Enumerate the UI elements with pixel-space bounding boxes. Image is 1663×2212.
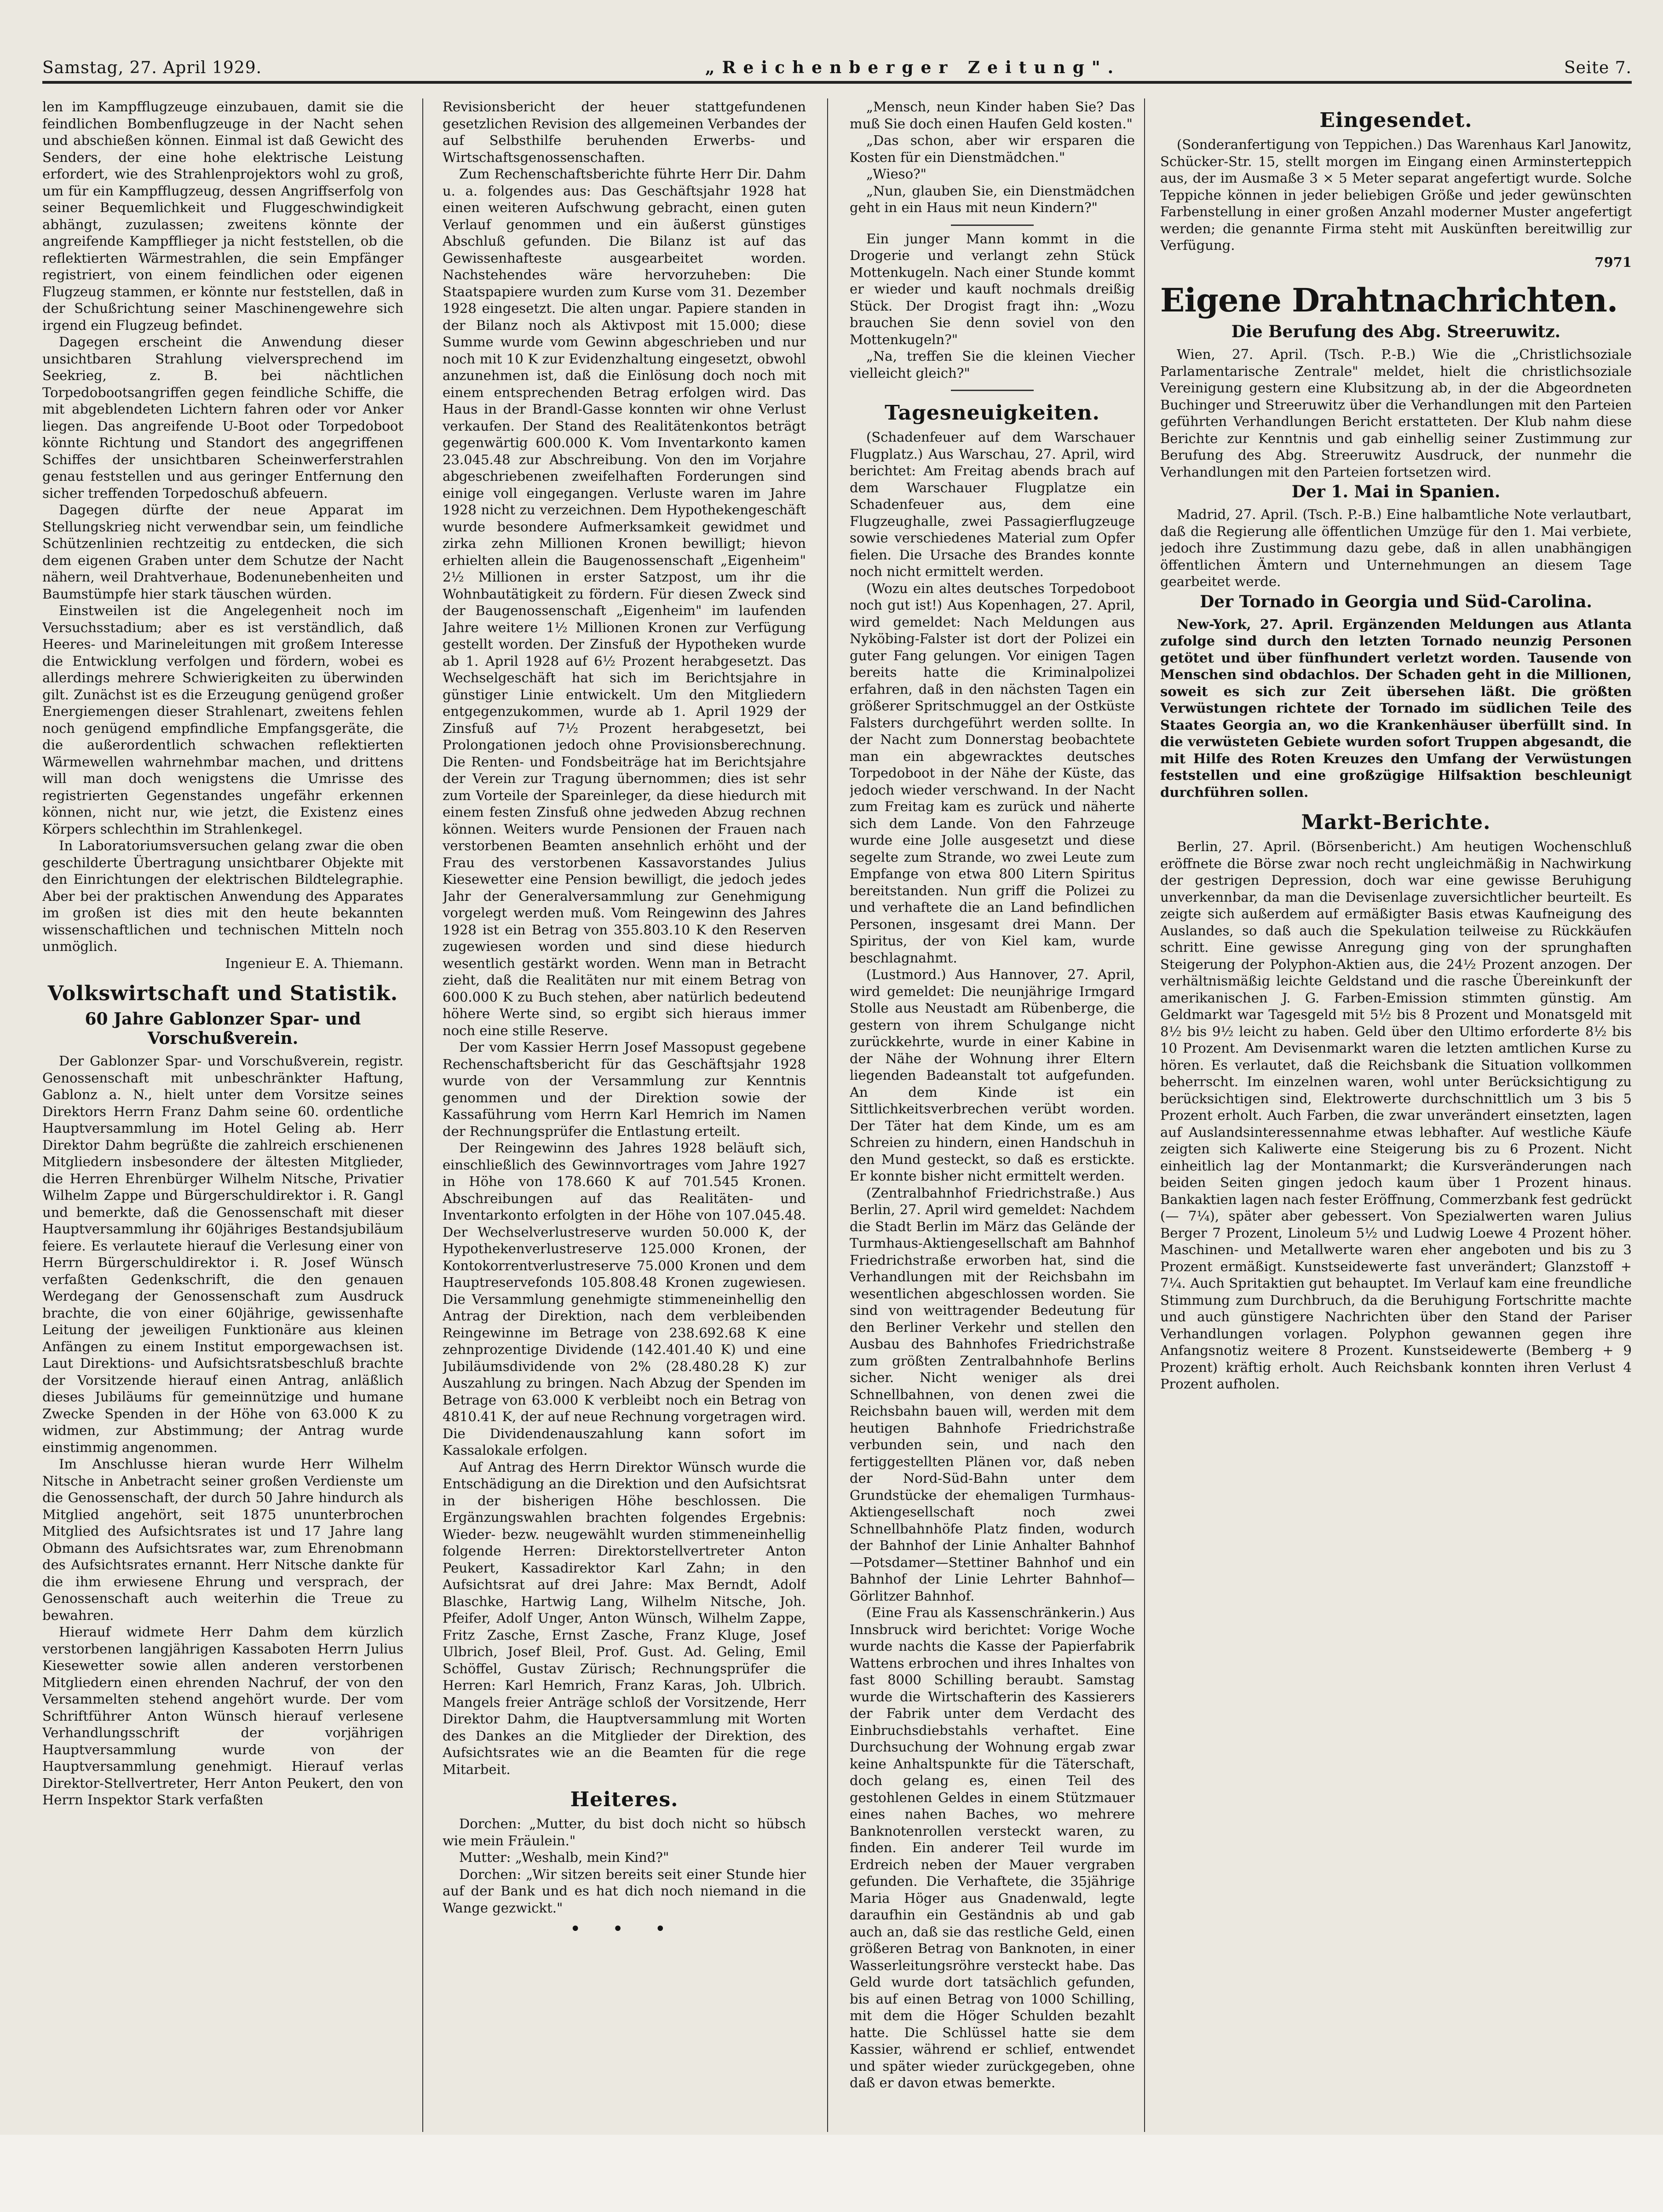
paragraph: In Laboratoriumsversuchen gelang zwar die oben geschilderte Übertragung unsichtbarer Objekte mit den Einrichtungen der elektrischen Bildtelegraphie. Aber bei der praktischen Anwendung des Apparates im großen ist dies mit den heute bekannten wissenschaftlichen und technischen Mitteln noch unmöglich.	[42, 838, 403, 954]
paragraph: Im Anschlusse hieran wurde Herr Wilhelm Nitsche in Anbetracht seiner großen Verdienste um die Genossenschaft, der durch 50 Jahre hindurch als Mitglied angehört, seit 1875 ununterbrochen Mitglied des Aufsichtsrates ist und 17 Jahre lang Obmann des Aufsichtsrates war, zum Ehrenobmann des Aufsichtsrates ernannt. Herr Nitsche dankte für die ihm erwiesene Ehrung und versprach, der Genossenschaft auch weiterhin die Treue zu bewahren.	[42, 1456, 403, 1623]
news-item: (Schadenfeuer auf dem Warschauer Flugplatz.) Aus Warschau, 27. April, wird berichtet: Am Freitag abends brach auf dem Warschauer Flugplatze ein Schadenfeuer aus, dem eine Flugzeughalle, zwei Passagierflugzeuge sowie verschiedenes Material zum Opfer fielen. Die Ursache des Brandes konnte noch nicht ermittelt werden.	[850, 429, 1135, 579]
article-title: Der Tornado in Georgia und Süd-Carolina.	[1200, 592, 1592, 611]
news-item: (Wozu ein altes deutsches Torpedoboot noch gut ist!) Aus Kopenhagen, 27. April, wird gemeldet: Nach Meldungen aus Nyköbing-Falster ist dort der Polizei ein guter Fang gelungen. Vor einigen Tagen bereits hatte die Kriminalpolizei erfahren, daß in den nächsten Tagen ein größerer Spritschmuggel an der Ostküste Falsters durchgeführt werden sollte. In der Nacht zum Donnerstag beobachtete man ein abgewracktes deutsches Torpedoboot in der Nähe der Küste, das jedoch wieder verschwand. In der Nacht zum Freitag kam es zurück und näherte sich dem Lande. Von den Fahrzeuge wurde eine Jolle ausgesetzt und diese segelte zum Strande, wo zwei Leute zum Empfange von etwa 800 Litern Spiritus bereitstanden. Nun griff die Polizei zu und verhaftete die an Land befindlichen Personen, insgesamt drei Mann. Der Spiritus, der von Kiel kam, wurde beschlagnahmt.	[850, 580, 1135, 966]
paragraph: Zum Rechenschaftsberichte führte Herr Dir. Dahm u. a. folgendes aus: Das Geschäftsjahr 1928 hat einen weiteren Aufschwung gebracht, einen guten Verlauf genommen und ein äußerst günstiges Abschluß gefunden. Die Bilanz ist auf das Gewissenhafteste ausgearbeitet worden. Nachstehendes wäre hervorzuheben: Die Staatspapiere wurden zum Kurse vom 31. Dezember 1928 eingesetzt. Die alten ungar. Papiere standen in der Bilanz noch als Aktivpost mit 15.000; diese Summe wurde vom Gewinn abgeschrieben und nur noch mit 10 K zur Evidenzhaltung eingesetzt, obwohl anzunehmen ist, daß die Einlösung doch noch mit einem entsprechenden Betrag erfolgen wird. Das Haus in der Brandl-Gasse konnten wir ohne Verlust verkaufen. Der Stand des Realitätenkontos beträgt gegenwärtig 600.000 K. Vom Inventarkonto kamen 23.045.48 zur Abschreibung. Von den im Vorjahre abgeschriebenen zweifelhaften Forderungen sind einige voll eingegangen. Verluste waren im Jahre 1928 nicht zu verzeichnen. Dem Hypothekengeschäft wurde besondere Aufmerksamkeit gewidmet und zirka zehn Millionen Kronen bewilligt; hievon erhielten allein die Baugenossenschaft „Eigenheim" 2½ Millionen in erster Satzpost, um ihr die Wohnbautätigkeit zu fördern. Für diesen Zweck sind der Baugenossenschaft „Eigenheim" im laufenden Jahre weitere 1½ Millionen Kronen zur Verfügung gestellt worden. Der Zinsfuß der Hypotheken wurde ab 1. April 1928 auf 6½ Prozent herabgesetzt. Das Wechselgeschäft hat sich im Berichtsjahre in günstiger Linie entwickelt. Um den Mitgliedern entgegenzukommen, wurde ab 1. April 1929 der Zinsfuß auf 7½ Prozent herabgesetzt, bei Prolongationen jedoch ohne Provisionsberechnung. Die Renten- und Fondsbeiträge hat im Berichtsjahre der Verein zur Tragung übernommen; dies ist sehr zum Vorteile der Spareinleger, da diese hiedurch mit einem festen Zinsfuß ohne jedweden Abzug rechnen können. Weiters wurde Pensionen der Frauen nach verstorbenen Beamten ansehnlich erhöht und der Frau des verstorbenen Kassavorstandes Julius Kiesewetter eine Pension bewilligt, die jedoch jedes Jahr der Generalversammlung zur Genehmigung vorgelegt werden muß. Vom Reingewinn des Jahres 1928 ist ein Betrag von 355.803.10 K den Reserven zugewiesen worden und sind diese hiedurch wesentlich gestärkt worden. Wenn man in Betracht zieht, daß die Realitäten nur mit einem Betrag von 600.000 K zu Buch stehen, aber natürlich bedeutend höhere Werte sind, so ergibt sich hieraus immer noch eine stille Reserve.	[443, 166, 806, 1038]
divider	[951, 225, 1034, 226]
paragraph: Dagegen erscheint die Anwendung dieser unsichtbaren Strahlung vielversprechend im Seekrieg, z. B. bei nächtlichen Torpedobootsangriffen gegen feindliche Schiffe, die mit abgeblendeten Lichtern fahren oder vor Anker liegen. Das angreifende U-Boot oder Torpedoboot könnte Richtung und Standort des angegriffenen Schiffes der unsichtbaren Scheinwerferstrahlen genau feststellen und aus geringer Entfernung den sicher treffenden Torpedoschuß abfeuern.	[42, 334, 403, 501]
news-item: (Lustmord.) Aus Hannover, 27. April, wird gemeldet: Die neunjährige Irmgard Stolle aus Neustadt am Rübenberge, die gestern von ihrem Schulgange nicht zurückkehrte, wurde in einer Kabine in der Nähe der Wohnung ihrer Eltern liegenden Badeanstalt tot aufgefunden. An dem Kinde ist ein Sittlichkeitsverbrechen verübt worden. Der Täter hat dem Kinde, um es am Schreien zu hindern, einen Handschuh in den Mund gesteckt, so daß es erstickte. Er konnte bisher nicht ermittelt werden.	[850, 967, 1135, 1184]
column-rule	[1144, 98, 1145, 2132]
article-title: Der 1. Mai in Spanien.	[1291, 482, 1501, 501]
article-title: Die Berufung des Abg. Streeruwitz.	[1231, 322, 1561, 341]
paragraph: Auf Antrag des Herrn Direktor Wünsch wurde die Entschädigung an die Direktion und den Aufsichtsrat in der bisherigen Höhe beschlossen. Die Ergänzungswahlen brachten folgendes Ergebnis: Wieder- bezw. neugewählt wurden stimmeneinhellig folgende Herren: Direktorstellvertreter Anton Peukert, Kassadirektor Karl Zahn; in den Aufsichtsrat auf drei Jahre: Max Berndt, Adolf Blaschke, Hartwig Lang, Wilhelm Nitsche, Joh. Pfeifer, Adolf Unger, Anton Wünsch, Wilhelm Zappe, Fritz Zasche, Ernst Zasche, Franz Kluge, Josef Ulbrich, Josef Bleil, Prof. Gust. Ad. Geling, Emil Schöffel, Gustav Zürisch; Rechnungsprüfer die Herren: Karl Hemrich, Franz Karas, Joh. Ulbrich. Mangels freier Anträge schloß der Vorsitzende, Herr Direktor Dahm, die Hauptversammlung mit Worten des Dankes an die Mitglieder der Direktion, des Aufsichtsrates wie an die Beamten für die rege Mitarbeit.	[443, 1459, 806, 1777]
masthead	[42, 54, 1632, 84]
joke-line: Dorchen: „Mutter, du bist doch nicht so hübsch wie mein Fräulein."	[443, 1816, 806, 1849]
column-3	[850, 98, 1135, 2132]
divider	[951, 390, 1034, 391]
paragraph: Revisionsbericht der heuer stattgefundenen gesetzlichen Revision des allgemeinen Verbandes der auf Selbsthilfe beruhenden Erwerbs- und Wirtschaftsgenossenschaften.	[443, 99, 806, 165]
joke-line: „Na, treffen Sie die kleinen Viecher vielleicht gleich?"	[850, 348, 1135, 381]
advertisement-text: (Sonderanfertigung von Teppichen.) Das Warenhaus Karl Janowitz, Schücker-Str. 15, stellt morgen im Eingang einen Arminsterteppich aus, der im Ausmaße 3 × 5 Meter separat angefertigt wurde. Solche Teppiche können in jeder beliebigen Größe und jeder gewünschten Farbenstellung in einer großen Anzahl moderner Muster angefertigt werden; die genannte Firma steht mit Auskünften bereitwillig zur Verfügung.	[1160, 137, 1632, 253]
masthead-page-number: Seite 7.	[1564, 58, 1632, 77]
news-item: Madrid, 27. April. (Tsch. P.-B.) Eine halbamtliche Note verlautbart, daß die Regierung alle öffentlichen Umzüge für den 1. Mai verbiete, jedoch ihre Zustimmung dazu gebe, daß in allen unabhängigen öffentlichen Ämtern und Unternehmungen an diesem Tage gearbeitet werde.	[1160, 507, 1632, 589]
paragraph: Hierauf widmete Herr Dahm dem kürzlich verstorbenen langjährigen Kassaboten Herrn Julius Kiesewetter sowie allen anderen verstorbenen Mitgliedern einen ehrenden Nachruf, der von den Versammelten stehend angehört wurde. Der vom Schriftführer Anton Wünsch hierauf verlesene Verhandlungsschrift der vorjährigen Hauptversammlung wurde von der Hauptversammlung genehmigt. Hierauf verlas Direktor-Stellvertreter, Herr Anton Peukert, den von Herrn Inspektor Stark verfaßten	[42, 1624, 403, 1808]
joke-line: „Wieso?"	[866, 166, 926, 182]
joke-line: Dorchen: „Wir sitzen bereits seit einer Stunde hier auf der Bank und es hat dich noch niemand in die Wange gezwickt."	[443, 1866, 806, 1916]
paragraph: Der Gablonzer Spar- und Vorschußverein, registr. Genossenschaft mit unbeschränkter Haftung, Gablonz a. N., hielt unter dem Vorsitze seines Direktors Herrn Franz Dahm seine 60. ordentliche Hauptversammlung im Hotel Geling ab. Herr Direktor Dahm begrüßte die zahlreich erschienenen Mitgliedern insbesondere der ältesten Mitglieder, die Herren Ehrenbürger Wilhelm Nitsche, Privatier Wilhelm Zappe und Bürgerschuldirektor i. R. Gangl und bemerkte, daß die Genossenschaft mit dieser Hauptversammlung ihr 60jähriges Bestandsjubiläum feiere. Es verlautete hierauf die Verlesung einer von Herrn Bürgerschuldirektor i. R. Josef Wünsch verfaßten Gedenkschrift, die den genauen Werdegang der Genossenschaft zum Ausdruck brachte, die von einer 60jährige, gewissenhafte Leitung der jeweiligen Funktionäre aus kleinen Anfängen zu einem Institut emporgewachsen ist. Laut Direktions- und Aufsichtsratsbeschluß brachte der Vorsitzende hierauf einen Antrag, anläßlich dieses Jubiläums für gemeinnützige und humane Zwecke Spenden in der Höhe von 63.000 K zu widmen, zur Abstimmung; der Antrag wurde einstimmig angenommen.	[42, 1053, 403, 1455]
news-item: (Eine Frau als Kassenschränkerin.) Aus Innsbruck wird berichtet: Vorige Woche wurde nachts die Kasse der Papierfabrik Wattens erbrochen und ihres Inhaltes von fast 8000 Schilling beraubt. Samstag wurde die Wirtschafterin des Kassierers der Fabrik unter dem Verdacht des Einbruchsdiebstahls verhaftet. Eine Durchsuchung der Wohnung ergab zwar keine Anhaltspunkte für die Täterschaft, doch gelang es, einen Teil des gestohlenen Geldes in einem Stützmauer eines nahen Baches, wo mehrere Banknotenrollen versteckt waren, zu finden. Ein anderer Teil wurde im Erdreich neben der Mauer vergraben gefunden. Die Verhaftete, die 35jährige Maria Höger aus Gnadenwald, legte daraufhin ein Geständnis ab und gab auch an, daß sie das restliche Geld, einen größeren Betrag von Banknoten, in einer Wasserleitungsröhre versteckt habe. Das Geld wurde dort tatsächlich gefunden, bis auf einen Betrag von 1000 Schilling, mit dem die Höger Schulden bezahlt hatte. Die Schlüssel hatte sie dem Kassier, während er schlief, entwendet und später wieder zurückgegeben, ohne daß er davon etwas bemerkte.	[850, 1605, 1135, 2091]
paragraph: Dagegen dürfte der neue Apparat im Stellungskrieg nicht verwendbar sein, um feindliche Schützenlinien rechtzeitig zu entdecken, die sich dem eigenen Graben unter dem Schutze der Nacht nähern, weil Drahtverhaue, Bodenunebenheiten und Baumstümpfe hier stark täuschen würden.	[42, 502, 403, 602]
page-margin	[0, 2135, 1663, 2212]
joke-line: „Mensch, neun Kinder haben Sie? Das muß Sie doch einen Haufen Geld kosten."	[850, 99, 1135, 132]
joke-line: „Nun, glauben Sie, ein Dienstmädchen geht in ein Haus mit neun Kindern?"	[850, 183, 1135, 215]
joke-line: Mutter: „Weshalb, mein Kind?"	[459, 1849, 669, 1865]
column-4	[1160, 98, 1632, 2132]
section-heading-economy: Volkswirtschaft und Statistik.	[47, 982, 398, 1005]
section-heading-humor: Heiteres.	[570, 1788, 679, 1811]
section-heading-markets: Markt-Berichte.	[1301, 811, 1491, 834]
column-2	[443, 98, 806, 2132]
article-columns	[42, 98, 1632, 2132]
masthead-date: Samstag, 27. April 1929.	[42, 58, 262, 77]
paragraph: Der vom Kassier Herrn Josef Massopust gegebene Rechenschaftsbericht für das Geschäftsjahr 1928 wurde von der Versammlung zur Kenntnis genommen und der Direktion sowie der Kassaführung vom Herrn Karl Hemrich im Namen der Rechnungsprüfer die Entlastung erteilt.	[443, 1039, 806, 1139]
column-1	[42, 98, 403, 2132]
advertisement-number: 7971	[1594, 254, 1632, 270]
paragraph: len im Kampfflugzeuge einzubauen, damit sie die feindlichen Bombenflugzeuge in der Nacht sehen und abschießen können. Einmal ist daß Gewicht des Senders, der eine hohe elektrische Leistung erfordert, wie des Strahlenprojektors wohl zu groß, um für ein Kampfflugzeug, dessen Angriffserfolg von seiner Bequemlichkeit und Fluggeschwindigkeit abhängt, zuzulassen; zweitens könnte der angreifende Kampfflieger ja nicht feststellen, ob die reflektierten Wärmestrahlen, die sein Empfänger registriert, von einem feindlichen oder eigenen Flugzeug stammen, er könnte nur feststellen, daß in der Schußrichtung seiner Maschinengewehre sich irgend ein Flugzeug befindet.	[42, 99, 403, 333]
news-item: New-York, 27. April. Ergänzenden Meldungen aus Atlanta zufolge sind durch den letzten Tornado neunzig Personen getötet und über fünfhundert verletzt worden. Tausende von Menschen sind obdachlos. Der Schaden geht in die Millionen, soweit es sich zur Zeit übersehen läßt. Die größten Verwüstungen richtete der Tornado im südlichen Teile des Staates Georgia an, wo die Krankenhäuser überfüllt sind. In die verwüsteten Gebiete wurden sofort Truppen abgesandt, die mit Hilfe des Roten Kreuzes den Umfang der Verwüstungen feststellen und eine großzügige Hilfsaktion beschleunigt durchführen sollen.	[1160, 616, 1632, 800]
article-title: 60 Jahre Gablonzer Spar- und Vorschußverein.	[85, 1009, 361, 1048]
paragraph: Einstweilen ist die Angelegenheit noch im Versuchsstadium; aber es ist verständlich, daß Heeres- und Marineleitungen mit großem Interesse die Entwicklung verfolgen und fördern, wobei es allerdings mehrere Schwierigkeiten zu überwinden gilt. Zunächst ist es die Erzeugung genügend großer Energiemengen dieser Strahlenart, zweitens fehlen noch genügend empfindliche Empfangsgeräte, die die außerordentlich schwachen reflektierten Wärmewellen wahrnehmbar machen, und drittens will man doch wenigstens die Umrisse des registrierten Gegenstandes ungefähr erkennen können, nicht nur, wie jetzt, die Existenz eines Körpers schlechthin im Strahlenkegel.	[42, 603, 403, 837]
masthead-title: „Reichenberger Zeitung".	[705, 58, 1121, 77]
column-rule	[422, 98, 423, 2132]
column-rule	[827, 98, 828, 2132]
section-heading-submitted: Eingesendet.	[1319, 109, 1473, 132]
joke-line: Ein junger Mann kommt in die Drogerie und verlangt zehn Stück Mottenkugeln. Nach einer Stunde kommt er wieder und kauft nochmals dreißig Stück. Der Drogist fragt ihn: „Wozu brauchen Sie denn soviel von den Mottenkugeln?"	[850, 230, 1135, 347]
news-item: (Zentralbahnhof Friedrichstraße.) Aus Berlin, 27. April wird gemeldet: Nachdem die Stadt Berlin im März das Gelände der Turmhaus-Aktiengesellschaft am Bahnhof Friedrichstraße erworben hat, sind die Verhandlungen mit der Reichsbahn im wesentlichen abgeschlossen worden. Sie sind von weittragender Bedeutung für den Berliner Verkehr und stellen den Ausbau des Bahnhofes Friedrichstraße zum größten Zentralbahnhofe Berlins sicher. Nicht weniger als drei Schnellbahnen, von denen zwei die Reichsbahn bauen will, werden mit dem heutigen Bahnhofe Friedrichstraße verbunden sein, und nach den fertiggestellten Plänen vor, daß neben der Nord-Süd-Bahn unter dem Grundstücke der ehemaligen Turmhaus-Aktiengesellschaft noch zwei Schnellbahnhöfe Platz finden, wodurch der Bahnhof der Linie Anhalter Bahnhof—Potsdamer—Stettiner Bahnhof und ein Bahnhof der Linie Lehrter Bahnhof—Görlitzer Bahnhof.	[850, 1185, 1135, 1604]
section-heading-news: Tagesneuigkeiten.	[885, 401, 1100, 425]
market-report: Berlin, 27. April. (Börsenbericht.) Am heutigen Wochenschluß eröffnete die Börse zwar noch recht ungleichmäßig in Nachwirkung der gestrigen Depression, doch war eine gewisse Beruhigung unverkennbar, da man die Devisenlage zuversichtlicher beurteilt. Es zeigte sich außerdem auf ermäßigter Basis etwas Kaufneigung des Auslandes, so daß auch die Spekulation teilweise zu Rückkäufen schritt. Eine gewisse Anregung ging von der sprunghaften Steigerung der Polyphon-Aktien aus, die 24½ Prozent anzogen. Der verhältnismäßig leichte Geldstand und die rasche Übereinkunft der amerikanischen J. G. Farben-Emission stimmten günstig. Am Geldmarkt war Tagesgeld mit 5½ bis 8 Prozent und Monatsgeld mit 8½ bis 9½ leicht zu haben. Geld über den Ultimo erforderte 8½ bis 10 Prozent. Am Devisenmarkt waren die letzten amtlichen Kurse zu hören. Es verlautet, daß die Reichsbank die Situation vollkommen beherrscht. Im einzelnen waren, wohl unter Berücksichtigung zu berücksichtigen sind, Elektrowerte durchschnittlich um 3 bis 5 Prozent erholt. Auch Farben, die zwar unverändert einsetzten, lagen auf Auslandsinteressennahme etwas lebhafter. Auf westliche Käufe zeigten sich Kaliwerte eine Steigerung bis zu 6 Prozent. Nicht einheitlich lag der Montanmarkt; die Kursveränderungen nach beiden Seiten gingen jedoch kaum über 1 Prozent hinaus. Bankaktien lagen nach fester Eröffnung, Commerzbank fest gedrückt (— 7¼), später aber gebessert. Von Spezialwerten waren Julius Berger 7 Prozent, Linoleum 5½ und Ludwig Loewe 4 Prozent höher. Maschinen- und Metallwerte waren eher angeboten und bis zu 3 Prozent ermäßigt. Kunstseidewerte fast unverändert; Glanzstoff + 7¼. Auch Spritaktien gut behauptet. Im Verlauf kam eine freundliche Stimmung zum Durchbruch, da die Beruhigung Fortschritte machte und auch günstigere Nachrichten über den Stand der Pariser Verhandlungen vorlagen. Polyphon gewannen gegen ihre Anfangsnotiz weitere 8 Prozent. Kunstseidewerte (Bemberg + 9 Prozent) kräftig erholt. Auch Reichsbank konnten ihren Verlust 4 Prozent aufholen.	[1160, 839, 1632, 1392]
news-item: Wien, 27. April. (Tsch. P.-B.) Wie die „Christlichsoziale Parlamentarische Zentrale" meldet, hielt die christlichsoziale Vereinigung gestern eine Klubsitzung ab, in der die Abgeordneten Buchinger und Streeruwitz über die Verhandlungen mit den Parteien geführten Verhandlungen Bericht erstatteten. Der Klub nahm diese Berichte zur Kenntnis und gab einhellig seiner Zustimmung zur Berufung des Abg. Streeruwitz Ausdruck, der nunmehr die Verhandlungen mit den Parteien fortsetzen wird.	[1160, 346, 1632, 480]
author-signature: Ingenieur E. A. Thiemann.	[225, 955, 403, 971]
paragraph: Der Reingewinn des Jahres 1928 beläuft sich, einschließlich des Gewinnvortrages vom Jahre 1927 in Höhe von 178.660 K auf 701.545 Kronen. Abschreibungen auf das Realitäten- und Inventarkonto erfolgten in der Höhe von 107.045.48. Der Wechselverlustreserve wurden 50.000 K, der Hypothekenverlustreserve 125.000 Kronen, der Kontokorrentverlustreserve 75.000 Kronen und dem Hauptreservefonds 105.808.48 Kronen zugewiesen. Die Versammlung genehmigte stimmeneinhellig den Antrag der Direktion, nach dem verbleibenden Reingewinne im Betrage von 238.692.68 K eine zehnprozentige Dividende (142.401.40 K) und eine Jubiläumsdividende von 2% (28.480.28 K) zur Auszahlung zu bringen. Nach Abzug der Spenden im Betrage von 63.000 K verbleibt noch ein Betrag von 4810.41 K, der auf neue Rechnung vorgetragen wird. Die Dividendenauszahlung kann sofort im Kassalokale erfolgen.	[443, 1140, 806, 1458]
section-heading-telegrams: Eigene Drahtnachrichten.	[1160, 281, 1618, 319]
separator: • • •	[570, 1918, 679, 1940]
joke-line: „Das schon, aber wir ersparen die Kosten für ein Dienstmädchen."	[850, 132, 1135, 165]
